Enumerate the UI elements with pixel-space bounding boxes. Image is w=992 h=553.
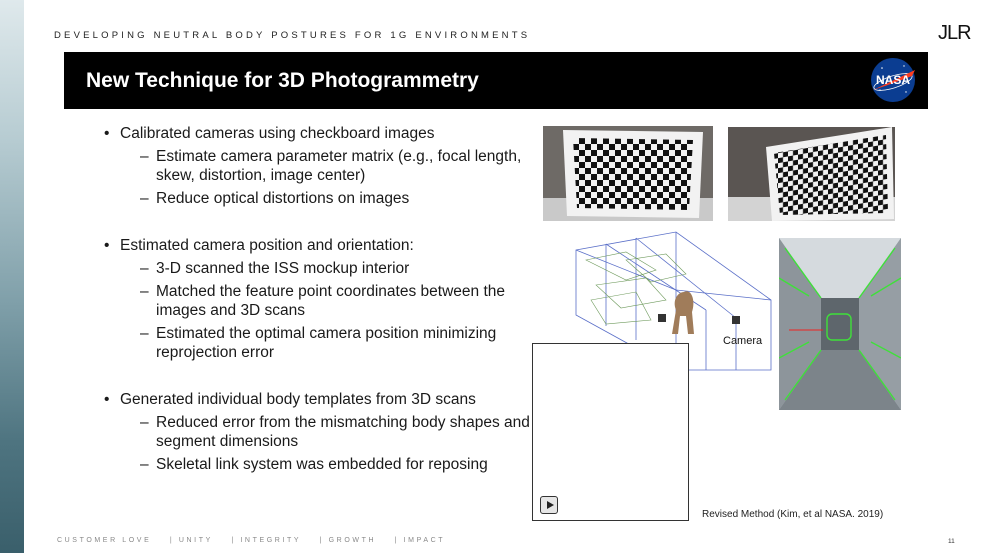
footer-item: | UNITY — [169, 537, 213, 544]
slide-header: DEVELOPING NEUTRAL BODY POSTURES FOR 1G ENVIRONMENTS — [54, 30, 531, 41]
brand-logo: JLR — [938, 22, 971, 44]
sub-bullet-item: – 3-D scanned the ISS mockup interior — [104, 259, 534, 278]
footer-item: | IMPACT — [394, 537, 446, 544]
bullet-item: • Calibrated cameras using checkboard images — [104, 124, 534, 143]
video-player[interactable] — [532, 343, 689, 521]
bullet-item: • Generated individual body templates from 3D scans — [104, 390, 534, 409]
bullet-group — [104, 124, 534, 208]
footer-item: | GROWTH — [319, 537, 377, 544]
sub-bullet-item: – Reduce optical distortions on images — [104, 189, 534, 208]
slide-title: New Technique for 3D Photogrammetry — [86, 69, 479, 92]
footer-values — [57, 537, 459, 544]
footer-item: | INTEGRITY — [231, 537, 302, 544]
bullet-group — [104, 390, 534, 474]
bullet-group — [104, 236, 534, 362]
bullet-list — [104, 124, 534, 502]
sub-bullet-item: – Skeletal link system was embedded for reposing — [104, 455, 534, 474]
iss-interior-photo — [779, 238, 901, 410]
sub-bullet-item: – Estimate camera parameter matrix (e.g., focal length, skew, distortion, image center) — [104, 147, 534, 185]
checkerboard-photo-2 — [728, 127, 895, 221]
figure-caption: Revised Method (Kim, et al NASA. 2019) — [702, 509, 884, 520]
sub-bullet-item: – Estimated the optimal camera position minimizing reprojection error — [104, 324, 534, 362]
title-bar — [64, 52, 928, 109]
play-icon[interactable] — [540, 496, 558, 514]
svg-text:NASA: NASA — [875, 73, 911, 87]
sub-bullet-item: – Matched the feature point coordinates between the images and 3D scans — [104, 282, 534, 320]
page-number: 11 — [948, 538, 955, 545]
camera-label: Camera — [723, 335, 763, 347]
bullet-item: • Estimated camera position and orientation: — [104, 236, 534, 255]
nasa-logo-icon — [868, 56, 918, 104]
footer-item: CUSTOMER LOVE — [57, 537, 152, 544]
sub-bullet-item: – Reduced error from the mismatching body shapes and segment dimensions — [104, 413, 534, 451]
checkerboard-photo-1 — [543, 126, 713, 221]
left-decorative-band — [0, 0, 24, 553]
